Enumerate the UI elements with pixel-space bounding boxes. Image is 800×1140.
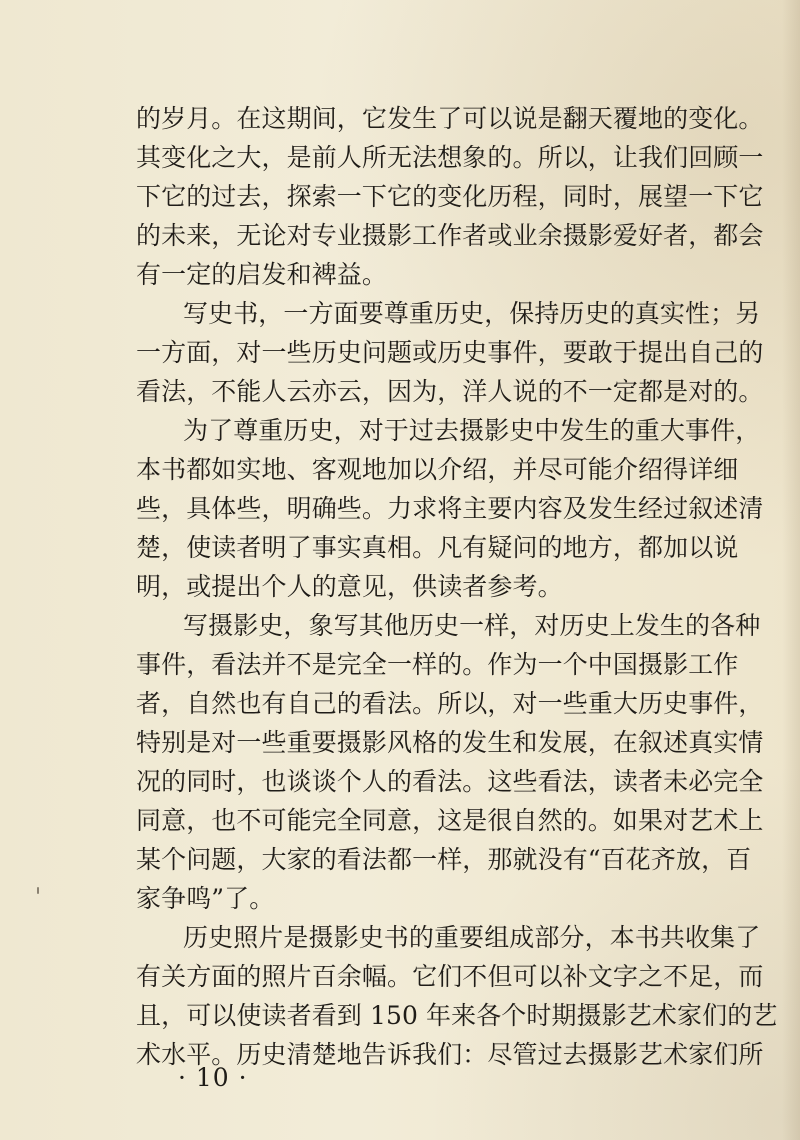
text-line: 有一定的启发和裨益。 [136,260,388,289]
text-line: 特别是对一些重要摄影风格的发生和发展，在叙述真实情 [136,728,764,757]
text-line: 本书都如实地、客观地加以介绍，并尽可能介绍得详细 [136,455,739,484]
text-line: 者，自然也有自己的看法。所以，对一些重大历史事件， [136,689,764,718]
text-line: 楚，使读者明了事实真相。凡有疑问的地方，都加以说 [136,533,739,562]
paragraph-first-line: 写史书，一方面要尊重历史，保持历史的真实性；另 [183,299,761,328]
text-line: 同意，也不可能完全同意，这是很自然的。如果对艺术上 [136,806,764,835]
page-speck [37,887,39,894]
text-line: 且，可以使读者看到 150 年来各个时期摄影艺术家们的艺 [136,1001,778,1030]
text-line: 明，或提出个人的意见，供读者参考。 [136,572,563,601]
paragraph-first-line: 为了尊重历史，对于过去摄影史中发生的重大事件， [183,416,761,445]
text-line: 有关方面的照片百余幅。它们不但可以补文字之不足，而 [136,962,764,991]
page-edge-shadow [782,0,800,1140]
text-line: 的岁月。在这期间，它发生了可以说是翻天覆地的变化。 [136,104,764,133]
text-line: 下它的过去，探索一下它的变化历程，同时，展望一下它 [136,182,764,211]
text-line: 术水平。历史清楚地告诉我们：尽管过去摄影艺术家们所 [136,1040,764,1069]
paragraph-first-line: 写摄影史，象写其他历史一样，对历史上发生的各种 [183,611,761,640]
text-line: 况的同时，也谈谈个人的看法。这些看法，读者未必完全 [136,767,764,796]
text-line: 某个问题，大家的看法都一样，那就没有“百花齐放，百 [136,845,752,874]
text-line: 家争鸣”了。 [136,884,275,913]
text-line: 看法，不能人云亦云，因为，洋人说的不一定都是对的。 [136,377,764,406]
page-number: · 10 · [178,1063,248,1092]
text-line: 的未来，无论对专业摄影工作者或业余摄影爱好者，都会 [136,221,764,250]
text-line: 一方面，对一些历史问题或历史事件，要敢于提出自己的 [136,338,764,367]
text-line: 些，具体些，明确些。力求将主要内容及发生经过叙述清 [136,494,764,523]
paragraph-first-line: 历史照片是摄影史书的重要组成部分，本书共收集了 [183,923,761,952]
text-line: 事件，看法并不是完全一样的。作为一个中国摄影工作 [136,650,739,679]
text-line: 其变化之大，是前人所无法想象的。所以，让我们回顾一 [136,143,764,172]
